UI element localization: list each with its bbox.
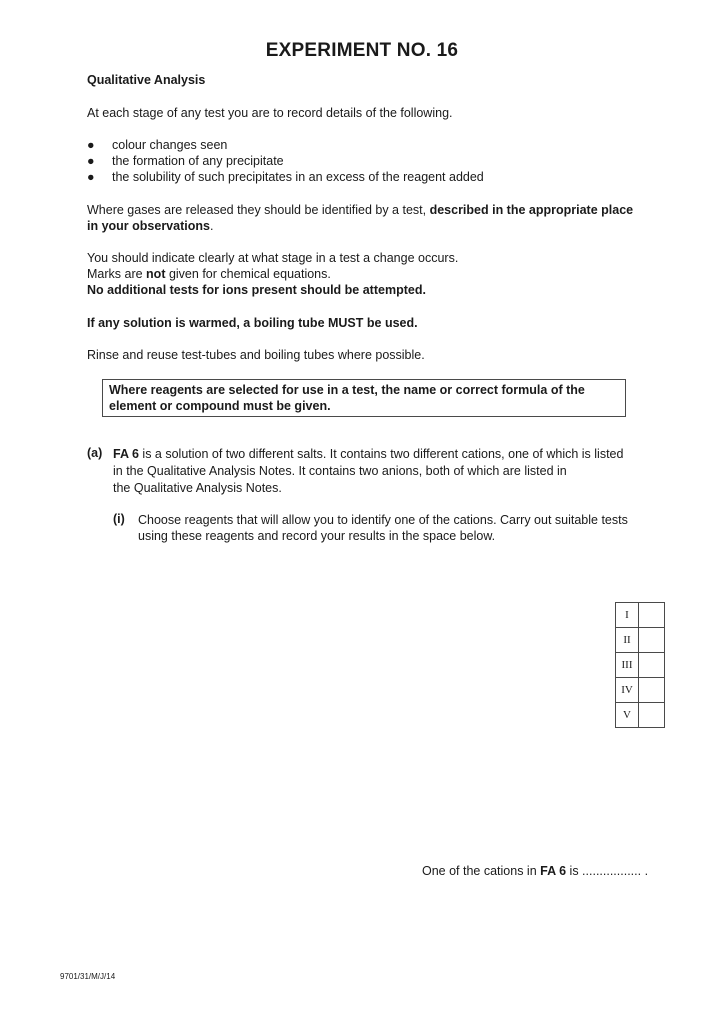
list-item xyxy=(87,138,227,152)
marks-instruction xyxy=(87,266,672,282)
marks-post: given for chemical equations. xyxy=(165,267,331,281)
mark-cell[interactable] xyxy=(639,628,665,653)
question-a-label: (a) xyxy=(87,446,103,460)
mark-scheme-boxes xyxy=(615,602,665,728)
gases-text: Where gases are released they should be identified by a test, xyxy=(87,203,430,217)
footer-code: 9701/31/M/J/14 xyxy=(60,972,116,981)
no-additional-tests: No additional tests for ions present should be attempted. xyxy=(87,283,426,297)
reagents-notice-line-1: Where reagents are selected for use in a test, the name or correct formula of the xyxy=(109,383,585,397)
answer-bold: FA 6 xyxy=(540,864,567,878)
question-a-line-2: in the Qualitative Analysis Notes. It contains two anions, both of which are listed in xyxy=(113,464,567,478)
question-a-bold: FA 6 xyxy=(113,447,139,461)
mark-row xyxy=(616,628,665,653)
marks-bold: not xyxy=(146,267,166,281)
question-i-text xyxy=(138,512,673,544)
list-item-text: the formation of any precipitate xyxy=(112,154,284,168)
list-item-text: the solubility of such precipitates in an excess of the reagent added xyxy=(112,170,484,184)
warming-instruction: If any solution is warmed, a boiling tube MUST be used. xyxy=(87,316,418,330)
question-i-label: (i) xyxy=(113,512,125,526)
question-i-line-1: Choose reagents that will allow you to identify one of the cations. Carry out suitable tests xyxy=(138,513,628,527)
mark-row xyxy=(616,678,665,703)
bullet-icon: ● xyxy=(87,170,95,184)
gases-bold-2: in your observations xyxy=(87,219,210,233)
page-title: EXPERIMENT NO. 16 xyxy=(265,40,459,61)
gases-instruction xyxy=(87,202,672,234)
mark-row xyxy=(616,703,665,728)
bullet-icon: ● xyxy=(87,154,95,168)
mark-cell[interactable] xyxy=(639,703,665,728)
mark-label: I xyxy=(616,603,639,628)
mark-cell[interactable] xyxy=(639,653,665,678)
gases-bold-1: described in the appropriate place xyxy=(429,203,634,217)
rinse-instruction: Rinse and reuse test-tubes and boiling tubes where possible. xyxy=(87,348,425,362)
question-a-text xyxy=(113,446,673,497)
list-item xyxy=(87,170,484,184)
question-i-line-2: using these reagents and record your results in the space below. xyxy=(138,529,496,543)
stage-instruction: You should indicate clearly at what stage in a test a change occurs. xyxy=(87,251,459,265)
question-a-line-3: the Qualitative Analysis Notes. xyxy=(113,481,282,495)
mark-row xyxy=(616,603,665,628)
answer-pre: One of the cations in xyxy=(422,864,541,878)
mark-row xyxy=(616,653,665,678)
intro-text: At each stage of any test you are to record details of the following. xyxy=(87,106,453,120)
mark-label: III xyxy=(616,653,639,678)
section-title: Qualitative Analysis xyxy=(87,73,206,87)
mark-cell[interactable] xyxy=(639,603,665,628)
mark-cell[interactable] xyxy=(639,678,665,703)
marks-pre: Marks are xyxy=(87,267,147,281)
mark-label: IV xyxy=(616,678,639,703)
reagents-notice-box xyxy=(102,379,626,417)
answer-post: is ................. . xyxy=(566,864,649,878)
mark-label: II xyxy=(616,628,639,653)
list-item-text: colour changes seen xyxy=(112,138,228,152)
bullet-icon: ● xyxy=(87,138,95,152)
gases-end: . xyxy=(209,219,214,233)
mark-label: V xyxy=(616,703,639,728)
reagents-notice-line-2: element or compound must be given. xyxy=(109,399,331,413)
list-item xyxy=(87,154,284,168)
answer-line[interactable] xyxy=(422,864,648,878)
question-a-line-1: is a solution of two different salts. It contains two different cations, one of which is listed xyxy=(138,447,624,461)
